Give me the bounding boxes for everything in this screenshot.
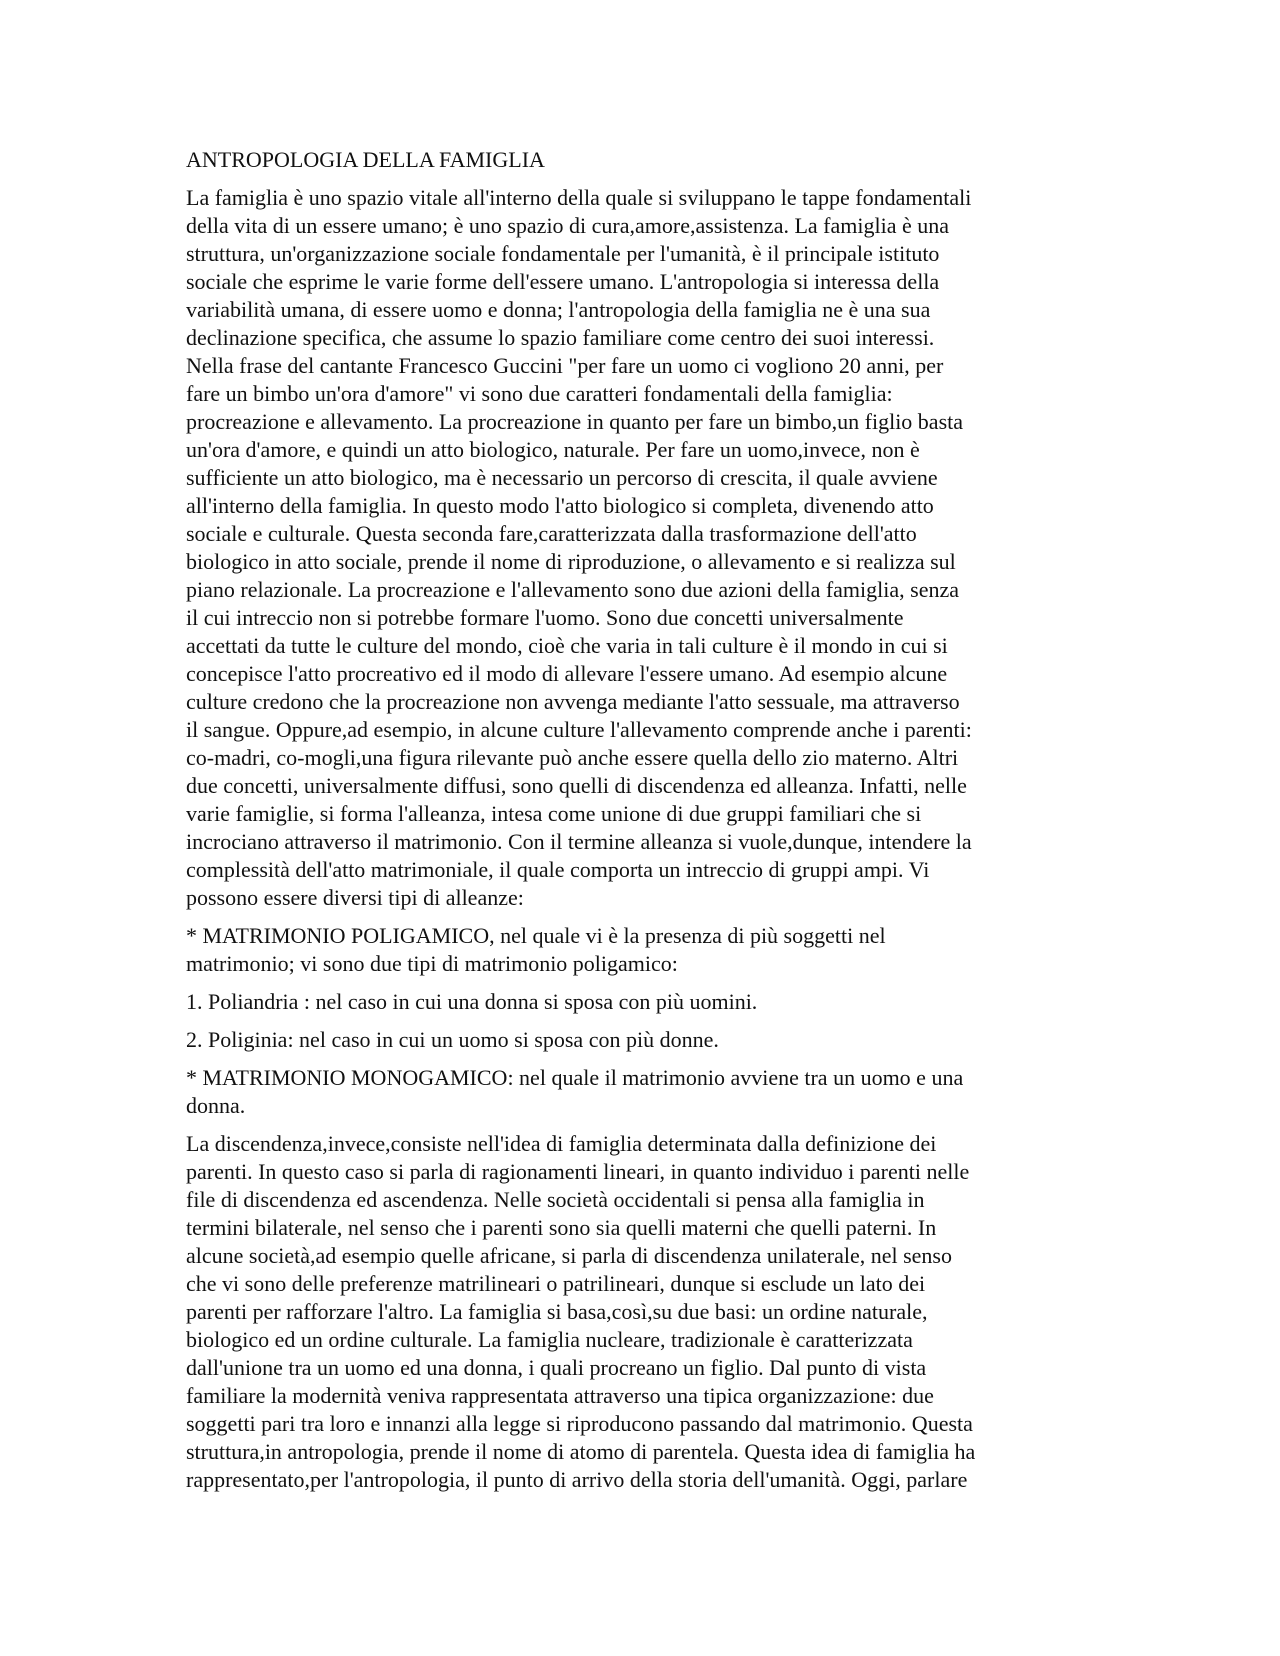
text-line: termini bilaterale, nel senso che i parenti sono sia quelli materni che quelli paterni. In bbox=[186, 1215, 937, 1240]
text-line: dall'unione tra un uomo ed una donna, i quali procreano un figlio. Dal punto di vista bbox=[186, 1355, 927, 1380]
text-line: complessità dell'atto matrimoniale, il quale comporta un intreccio di gruppi ampi. Vi bbox=[186, 857, 930, 882]
text-line: biologico ed un ordine culturale. La famiglia nucleare, tradizionale è caratterizzata bbox=[186, 1327, 913, 1352]
text-line: file di discendenza ed ascendenza. Nelle società occidentali si pensa alla famiglia in bbox=[186, 1187, 925, 1212]
document-title: ANTROPOLOGIA DELLA FAMIGLIA bbox=[186, 147, 545, 172]
text-line: concepisce l'atto procreativo ed il modo di allevare l'essere umano. Ad esempio alcune bbox=[186, 661, 948, 686]
text-line: Nella frase del cantante Francesco Guccini "per fare un uomo ci vogliono 20 anni, per bbox=[186, 353, 944, 378]
text-line: incrociano attraverso il matrimonio. Con il termine alleanza si vuole,dunque, intendere la bbox=[186, 829, 972, 854]
text-line: 2. Poliginia: nel caso in cui un uomo si sposa con più donne. bbox=[186, 1027, 719, 1052]
text-line: * MATRIMONIO POLIGAMICO, nel quale vi è la presenza di più soggetti nel bbox=[186, 923, 886, 948]
paragraph bbox=[186, 922, 1096, 978]
paragraph bbox=[186, 1064, 1096, 1120]
text-line: che vi sono delle preferenze matrilineari o patrilineari, dunque si esclude un lato dei bbox=[186, 1271, 926, 1296]
text-line: struttura,in antropologia, prende il nome di atomo di parentela. Questa idea di famiglia ha bbox=[186, 1439, 976, 1464]
text-line: soggetti pari tra loro e innanzi alla legge si riproducono passando dal matrimonio. Questa bbox=[186, 1411, 973, 1436]
text-line: un'ora d'amore, e quindi un atto biologico, naturale. Per fare un uomo,invece, non è bbox=[186, 437, 920, 462]
text-line: biologico in atto sociale, prende il nome di riproduzione, o allevamento e si realizza sul bbox=[186, 549, 956, 574]
text-line: il sangue. Oppure,ad esempio, in alcune culture l'allevamento comprende anche i parenti: bbox=[186, 717, 972, 742]
text-line: piano relazionale. La procreazione e l'allevamento sono due azioni della famiglia, senza bbox=[186, 577, 959, 602]
paragraph bbox=[186, 1130, 1096, 1494]
text-line: declinazione specifica, che assume lo spazio familiare come centro dei suoi interessi. bbox=[186, 325, 935, 350]
text-line: 1. Poliandria : nel caso in cui una donna si sposa con più uomini. bbox=[186, 989, 758, 1014]
text-line: all'interno della famiglia. In questo modo l'atto biologico si completa, divenendo atto bbox=[186, 493, 934, 518]
text-line: culture credono che la procreazione non avvenga mediante l'atto sessuale, ma attraverso bbox=[186, 689, 960, 714]
text-line: il cui intreccio non si potrebbe formare l'uomo. Sono due concetti universalmente bbox=[186, 605, 904, 630]
text-line: * MATRIMONIO MONOGAMICO: nel quale il matrimonio avviene tra un uomo e una bbox=[186, 1065, 964, 1090]
document-body bbox=[186, 146, 1096, 1504]
text-line: sociale che esprime le varie forme dell'essere umano. L'antropologia si interessa della bbox=[186, 269, 940, 294]
text-line: alcune società,ad esempio quelle africane, si parla di discendenza unilaterale, nel senso bbox=[186, 1243, 952, 1268]
paragraph bbox=[186, 988, 1096, 1016]
paragraph bbox=[186, 1026, 1096, 1054]
text-line: sociale e culturale. Questa seconda fare,caratterizzata dalla trasformazione dell'atto bbox=[186, 521, 917, 546]
text-line: possono essere diversi tipi di alleanze: bbox=[186, 885, 524, 910]
text-line: rappresentato,per l'antropologia, il punto di arrivo della storia dell'umanità. Oggi, parlare bbox=[186, 1467, 968, 1492]
text-line: co-madri, co-mogli,una figura rilevante può anche essere quella dello zio materno. Altri bbox=[186, 745, 959, 770]
text-line: della vita di un essere umano; è uno spazio di cura,amore,assistenza. La famiglia è una bbox=[186, 213, 949, 238]
text-line: matrimonio; vi sono due tipi di matrimonio poligamico: bbox=[186, 951, 678, 976]
text-line: due concetti, universalmente diffusi, sono quelli di discendenza ed alleanza. Infatti, nelle bbox=[186, 773, 967, 798]
text-line: La famiglia è uno spazio vitale all'interno della quale si sviluppano le tappe fondamentali bbox=[186, 185, 972, 210]
text-line: accettati da tutte le culture del mondo, cioè che varia in tali culture è il mondo in cui si bbox=[186, 633, 948, 658]
text-line: variabilità umana, di essere uomo e donna; l'antropologia della famiglia ne è una sua bbox=[186, 297, 931, 322]
text-line: varie famiglie, si forma l'alleanza, intesa come unione di due gruppi familiari che si bbox=[186, 801, 922, 826]
text-line: procreazione e allevamento. La procreazione in quanto per fare un bimbo,un figlio basta bbox=[186, 409, 964, 434]
paragraph-list bbox=[186, 184, 1096, 1494]
text-line: fare un bimbo un'ora d'amore" vi sono due caratteri fondamentali della famiglia: bbox=[186, 381, 893, 406]
text-line: struttura, un'organizzazione sociale fondamentale per l'umanità, è il principale istituto bbox=[186, 241, 940, 266]
paragraph bbox=[186, 184, 1096, 912]
text-line: sufficiente un atto biologico, ma è necessario un percorso di crescita, il quale avviene bbox=[186, 465, 938, 490]
text-line: donna. bbox=[186, 1093, 246, 1118]
text-line: La discendenza,invece,consiste nell'idea di famiglia determinata dalla definizione dei bbox=[186, 1131, 937, 1156]
text-line: parenti per rafforzare l'altro. La famiglia si basa,così,su due basi: un ordine naturale, bbox=[186, 1299, 928, 1324]
text-line: parenti. In questo caso si parla di ragionamenti lineari, in quanto individuo i parenti nelle bbox=[186, 1159, 970, 1184]
text-line: familiare la modernità veniva rappresentata attraverso una tipica organizzazione: due bbox=[186, 1383, 934, 1408]
